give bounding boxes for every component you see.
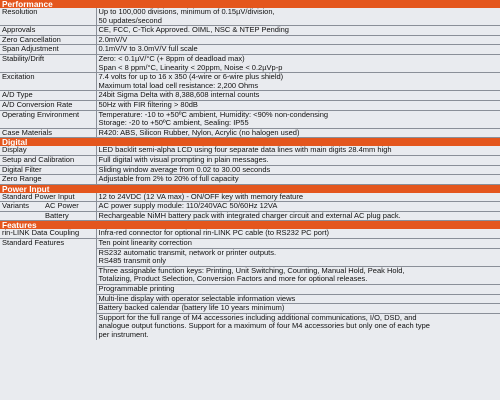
- spec-value: 12 to 24VDC (12 VA max) - ON/OFF key with memory feature: [96, 193, 500, 202]
- spec-label-variants: [0, 211, 96, 221]
- spec-row: [0, 26, 500, 36]
- spec-label-variants: [0, 202, 96, 212]
- feature-line: Ten point linearity correction: [98, 238, 192, 248]
- spec-label: A/D Type: [0, 91, 96, 101]
- spec-value: [96, 73, 500, 91]
- spec-row: [0, 146, 500, 155]
- spec-value-line: 2.0mV/V: [98, 35, 128, 44]
- spec-value-line: R420: ABS, Silicon Rubber, Nylon, Acrylic (no halogen used): [98, 128, 300, 137]
- feature-line: RS485 transmit only: [98, 256, 167, 266]
- spec-row: [0, 175, 500, 185]
- spec-value-line: Sliding window average from 0.02 to 30.00 seconds: [98, 165, 271, 174]
- spec-value-line: Up to 100,000 divisions, minimum of 0.15µV/division,: [98, 8, 275, 16]
- features-table: [0, 229, 500, 339]
- spec-value: [96, 8, 500, 26]
- spec-value: [96, 45, 500, 55]
- spec-value-line: 24bit Sigma Delta with 8,388,608 internal counts: [98, 90, 260, 100]
- digital-table: [0, 146, 500, 184]
- spec-label: Resolution: [0, 8, 96, 26]
- spec-value-line: Maximum total load cell resistance: 2,200 Ohms: [98, 80, 259, 90]
- section-header-performance: Performance: [0, 0, 500, 8]
- spec-value: [96, 35, 500, 45]
- spec-row-standard-power: [0, 193, 500, 202]
- spec-label: Display: [0, 146, 96, 155]
- spec-value: [96, 100, 500, 110]
- spec-row: [0, 110, 500, 128]
- spec-value: [96, 146, 500, 155]
- spec-row: [0, 91, 500, 101]
- spec-row: [0, 155, 500, 165]
- spec-label: Setup and Calibration: [0, 155, 96, 165]
- spec-row-data-coupling: [0, 229, 500, 238]
- spec-value-line: Full digital with visual prompting in plain messages.: [98, 155, 269, 164]
- feature-line: Three assignable function keys: Printing, Unit Switching, Counting, Manual Hold, Peak Hold,: [98, 265, 405, 275]
- spec-row: [0, 100, 500, 110]
- spec-value: [96, 155, 500, 165]
- spec-value: [96, 175, 500, 185]
- performance-table: [0, 8, 500, 138]
- feature-line: analogue output functions. Support for a maximum of four M4 accessories but only one of each type: [98, 321, 430, 331]
- spec-value-line: 50 updates/second: [98, 15, 162, 25]
- feature-item: [97, 267, 500, 285]
- power-table: [0, 193, 500, 222]
- section-header-power-input: Power Input: [0, 185, 500, 193]
- feature-line: Multi-line display with operator selectable information views: [98, 293, 296, 303]
- spec-label: A/D Conversion Rate: [0, 100, 96, 110]
- feature-line: Programmable printing: [98, 284, 175, 294]
- spec-label: Excitation: [0, 73, 96, 91]
- spec-label: Zero Cancellation: [0, 35, 96, 45]
- spec-value: [96, 128, 500, 138]
- spec-label: Operating Environment: [0, 110, 96, 128]
- feature-line: Battery backed calendar (battery life 10 years minimum): [98, 303, 285, 313]
- spec-value-line: Zero: < 0.1µV/°C (+ 8ppm of deadload max): [98, 54, 245, 63]
- variant-battery-label: Battery: [45, 211, 69, 220]
- spec-value: [96, 91, 500, 101]
- spec-label: Digital Filter: [0, 165, 96, 175]
- spec-row: [0, 8, 500, 26]
- feature-line: Totalizing, Product Selection, Conversion Factors and more for optional releases.: [98, 274, 368, 284]
- spec-value-line: Span < 8 ppm/°C, Linearity < 20ppm, Noise < 0.2µVp-p: [98, 62, 283, 72]
- spec-row: [0, 73, 500, 91]
- spec-value-line: 7.4 volts for up to 16 x 350 (4-wire or 6-wire plus shield): [98, 72, 284, 82]
- spec-value: Infra-red connector for optional rin-LINK PC cable (to RS232 PC port): [96, 229, 500, 238]
- spec-label: Case Materials: [0, 128, 96, 138]
- feature-line: RS232 automatic transmit, network or printer outputs.: [98, 247, 277, 257]
- spec-value-line: Storage: -20 to +50ºC ambient, Sealing: IP55: [98, 118, 249, 128]
- spec-row: [0, 35, 500, 45]
- spec-row-standard-features: [0, 239, 500, 340]
- spec-value: Rechargeable NiMH battery pack with integrated charger circuit and external AC plug pack.: [96, 211, 500, 221]
- spec-value-line: 0.1mV/V to 3.0mV/V full scale: [98, 44, 198, 54]
- spec-row-variant-battery: [0, 211, 500, 221]
- feature-item: [97, 314, 500, 340]
- spec-value: [96, 165, 500, 175]
- variants-label: Variants: [2, 201, 29, 211]
- section-header-digital: Digital: [0, 138, 500, 146]
- spec-row: [0, 128, 500, 138]
- spec-label: Zero Range: [0, 175, 96, 185]
- spec-label: Standard Features: [2, 238, 65, 248]
- spec-value: [96, 26, 500, 36]
- feature-line: per instrument.: [98, 330, 149, 339]
- spec-value: [96, 54, 500, 72]
- spec-value-line: 50Hz with FIR filtering > 80dB: [98, 100, 198, 109]
- spec-label: rin-LINK Data Coupling: [0, 229, 96, 238]
- standard-features-list: [96, 239, 500, 340]
- feature-line: Support for the full range of M4 accessories including additional communications, I/O, DSD, and: [98, 312, 417, 322]
- spec-row: [0, 165, 500, 175]
- spec-label: Span Adjustment: [0, 45, 96, 55]
- spec-row: [0, 54, 500, 72]
- variant-ac-label: AC Power: [45, 201, 79, 211]
- spec-value-line: Temperature: -10 to +50ºC ambient, Humidity: <90% non-condensing: [98, 110, 329, 119]
- spec-row-variant-ac: [0, 202, 500, 212]
- spec-label: Approvals: [0, 26, 96, 36]
- section-header-features: Features: [0, 221, 500, 229]
- spec-value-line: LED backlit semi-alpha LCD using four separate data lines with main digits 28.4mm high: [98, 146, 392, 155]
- spec-label: Standard Power Input: [0, 193, 96, 202]
- spec-row: [0, 45, 500, 55]
- spec-value: AC power supply module: 110/240VAC 50/60Hz 12VA: [96, 202, 500, 212]
- spec-value-line: Adjustable from 2% to 20% of full capacity: [98, 174, 239, 184]
- feature-item: [97, 249, 500, 267]
- spec-value: [96, 110, 500, 128]
- spec-label: Stability/Drift: [0, 54, 96, 72]
- spec-value-line: CE, FCC, C-Tick Approved. OIML, NSC & NTEP Pending: [98, 25, 289, 35]
